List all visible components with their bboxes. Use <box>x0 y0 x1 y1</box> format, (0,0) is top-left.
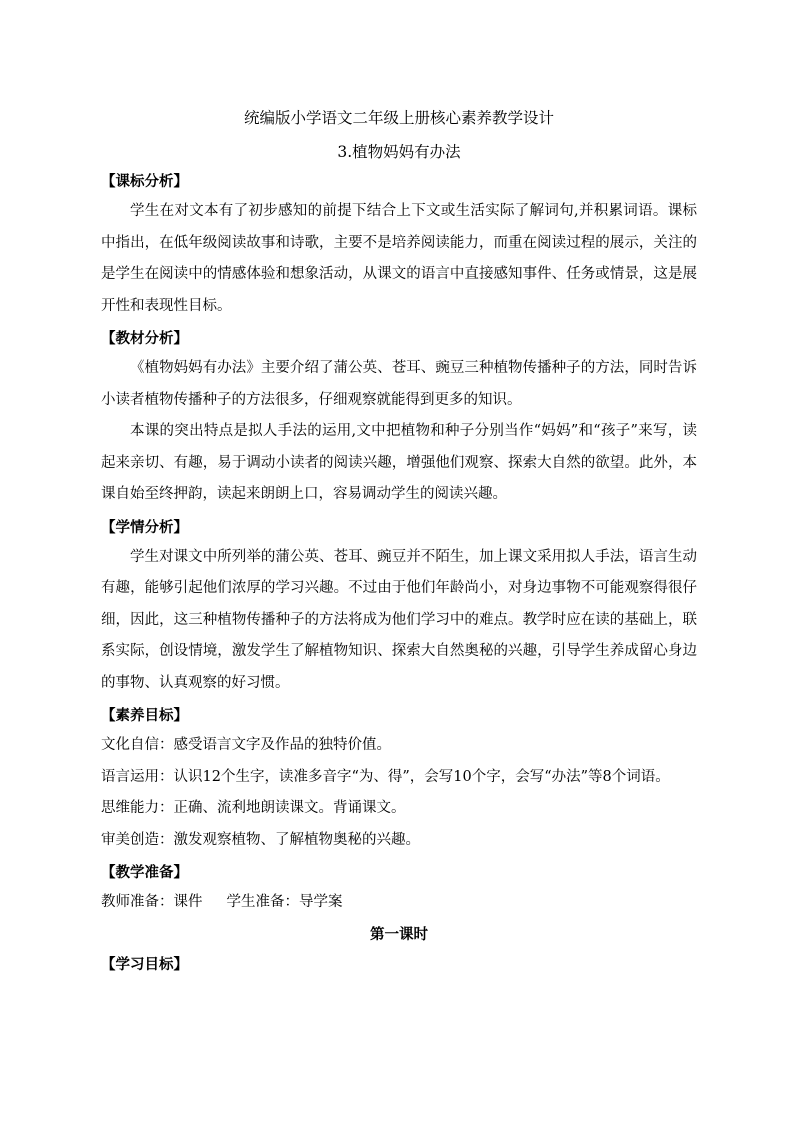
textbook-analysis-paragraph-1: 《植物妈妈有办法》主要介绍了蒲公英、苍耳、豌豆三种植物传播种子的方法，同时告诉小读者植物传播种子的方法很多，仔细观察就能得到更多的知识。 <box>101 360 697 408</box>
goal-cultural-confidence: 文化自信：感受语言文字及作品的独特价值。 <box>101 737 391 753</box>
teacher-preparation: 教师准备：课件 <box>101 894 203 910</box>
section-heading-textbook-analysis: 【教材分析】 <box>101 331 188 347</box>
goal-aesthetic-creation: 审美创造：激发观察植物、了解植物奥秘的兴趣。 <box>101 831 420 848</box>
textbook-analysis-paragraph-2: 本课的突出特点是拟人手法的运用,文中把植物和种子分别当作“妈妈”和“孩子”来写，读起来亲切、有趣，易于调动小读者的阅读兴趣，增强他们观察、探索大自然的欲望。此外，本课自始至终押韵，读起来朗朗上口，容易调动学生的阅读兴趣。 <box>101 423 697 502</box>
document-title: 统编版小学语文二年级上册核心素养教学设计 <box>243 109 554 127</box>
section-heading-learning-goals: 【学习目标】 <box>101 956 188 973</box>
section-heading-teaching-preparation: 【教学准备】 <box>101 865 188 881</box>
goal-language-use: 语言运用：认识12个生字，读准多音字“为、得”，会写10个字，会写“办法”等8个词语。 <box>101 768 670 785</box>
goal-thinking-ability: 思维能力：正确、流利地朗读课文。背诵课文。 <box>101 800 406 816</box>
section-heading-curriculum-analysis: 【课标分析】 <box>101 174 188 190</box>
student-analysis-paragraph: 学生对课文中所列举的蒲公英、苍耳、豌豆并不陌生，加上课文采用拟人手法，语言生动有趣，能够引起他们浓厚的学习兴趣。不过由于他们年龄尚小，对身边事物不可能观察得很仔细，因此，这三种植物传播种子的方法将成为他们学习中的难点。教学时应在读的基础上，联系实际，创设情境，激发学生了解植物知识、探索大自然奥秘的兴趣，引导学生养成留心身边的事物、认真观察的好习惯。 <box>101 548 697 691</box>
lesson-subtitle: 3.植物妈妈有办法 <box>337 143 461 161</box>
section-heading-literacy-goals: 【素养目标】 <box>101 708 188 724</box>
preparation-line <box>101 887 697 919</box>
curriculum-analysis-paragraph: 学生在对文本有了初步感知的前提下结合上下文或生活实际了解词句,并积累词语。课标中指出，在低年级阅读故事和诗歌，主要不是培养阅读能力，而重在阅读过程的展示，关注的是学生在阅读中的情感体验和想象活动，从课文的语言中直接感知事件、任务或情景，这是展开性和表现性目标。 <box>101 203 697 314</box>
lesson-one-title: 第一课时 <box>370 926 428 943</box>
section-heading-student-analysis: 【学情分析】 <box>101 519 188 536</box>
document-body <box>101 104 697 979</box>
student-preparation: 学生准备：导学案 <box>226 894 343 910</box>
